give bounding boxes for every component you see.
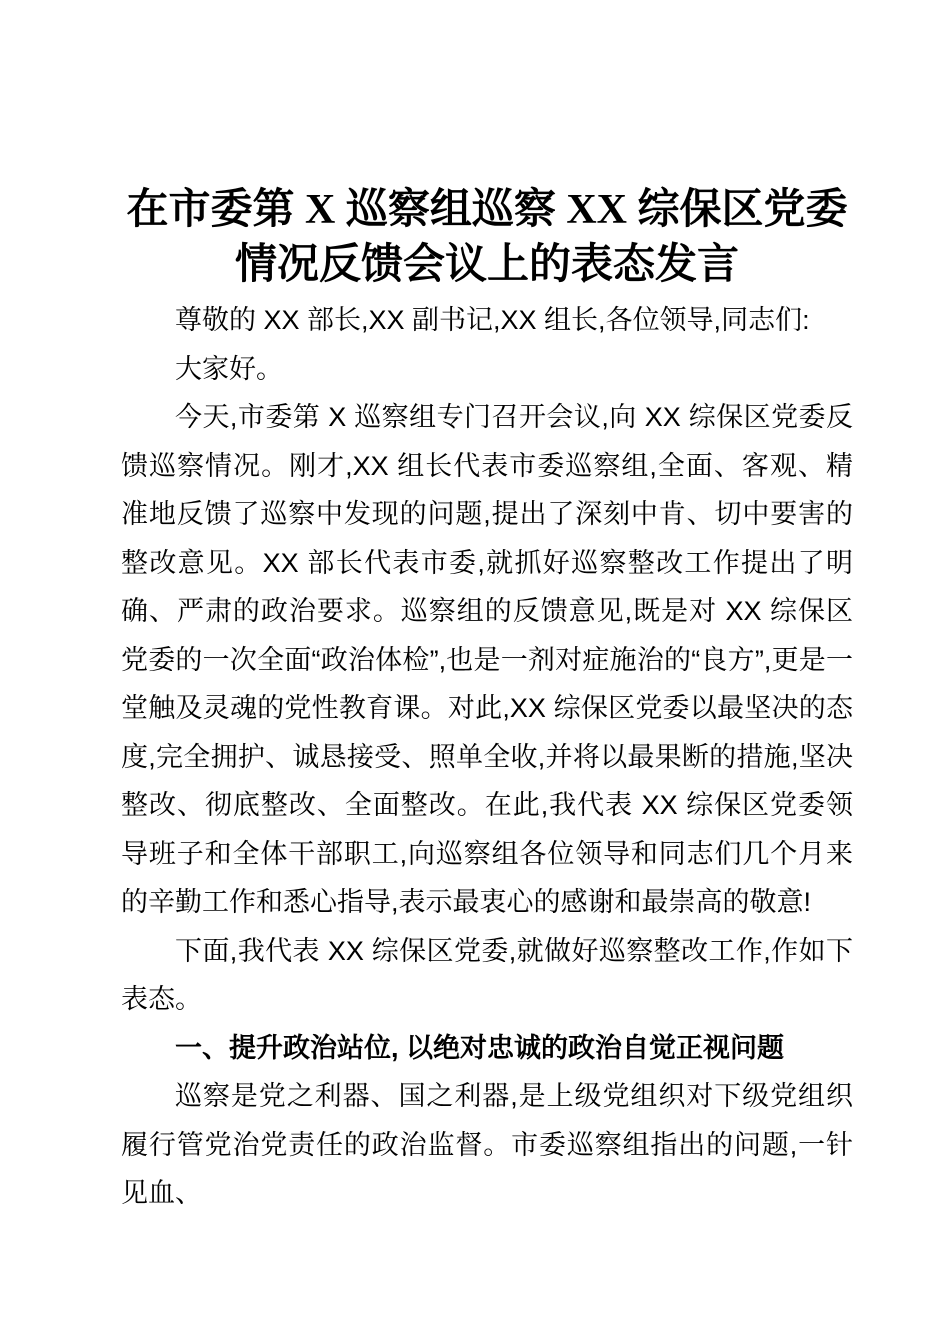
document-title-line1: 在市委第 X 巡察组巡察 XX 综保区党委 [126,187,848,233]
document-title-line2: 情况反馈会议上的表态发言 [234,242,739,288]
document-title [121,183,853,293]
paragraph-6: 巡察是党之利器、国之利器,是上级党组织对下级党组织履行管党治党责任的政治监督。市委巡察组指出的问题,一针见血、 [121,1081,853,1208]
document-body [121,296,853,1218]
paragraph-3: 今天,市委第 X 巡察组专门召开会议,向 XX 综保区党委反馈巡察情况。刚才,XX 组长代表市委巡察组,全面、客观、精准地反馈了巡察中发现的问题,提出了深刻中肯、切中要害的整改意见。XX 部长代表市委,就抓好巡察整改工作提出了明确、严肃的政治要求。巡察组的反馈意见,既是对 XX 综保区党委的一次全面“政治体检”,也是一剂对症施治的“良方”,更是一堂触及灵魂的党性教育课。对此,XX 综保区党委以最坚决的态度,完全拥护、诚恳接受、照单全收,并将以最果断的措施,坚决整改、彻底整改、全面整改。在此,我代表 XX 综保区党委领导班子和全体干部职工,向巡察组各位领导和同志们几个月来的辛勤工作和悉心指导,表示最衷心的感谢和最崇高的敬意! [121,402,853,917]
paragraph-4: 下面,我代表 XX 综保区党委,就做好巡察整改工作,作如下表态。 [121,935,853,1014]
paragraph-2: 大家好。 [175,353,283,384]
section-heading: 一、提升政治站位, 以绝对忠诚的政治自觉正视问题 [175,1032,785,1063]
paragraph-1: 尊敬的 XX 部长,XX 副书记,XX 组长,各位领导,同志们: [175,305,810,335]
